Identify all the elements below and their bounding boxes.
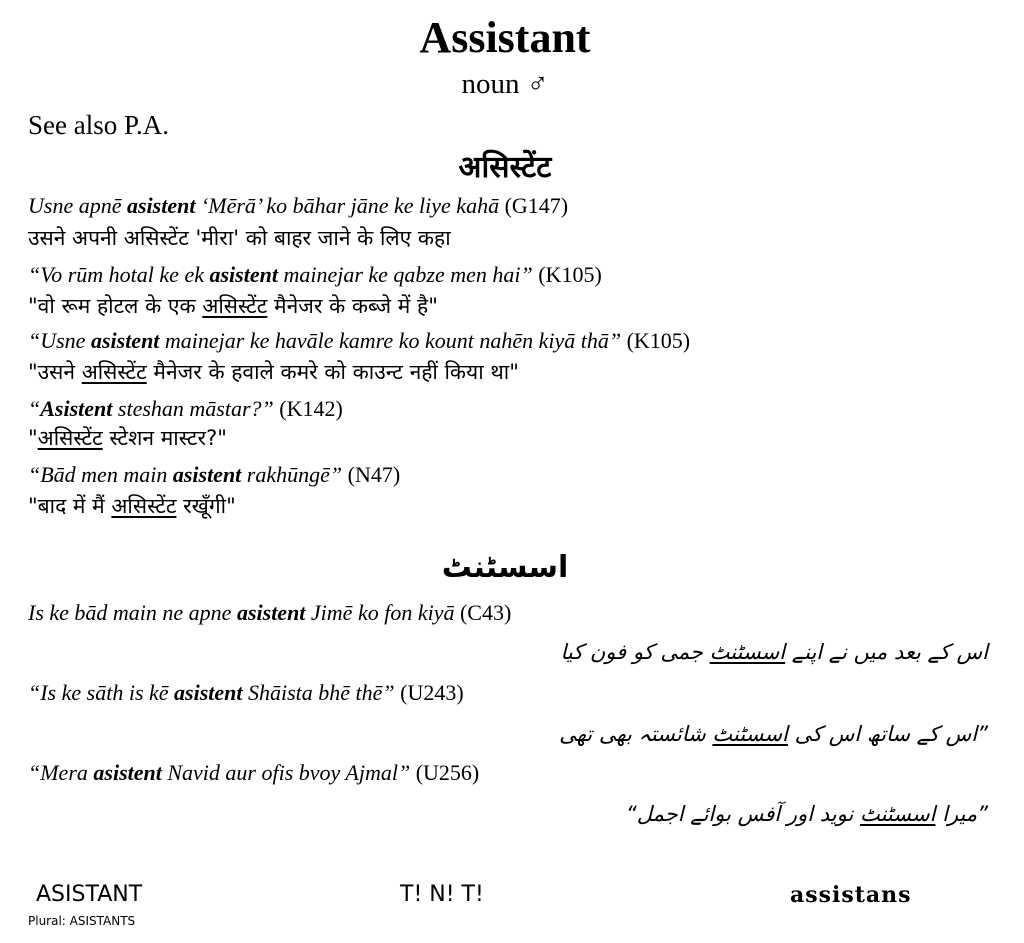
- hindi-example-1-romanized: Usne apnē asistent ‘Mērā’ ko bāhar jāne ke liye kahā (G147): [28, 193, 569, 218]
- citation: (N47): [347, 462, 401, 487]
- citation: (K142): [279, 396, 343, 421]
- see-also: See also P.A.: [28, 110, 169, 140]
- hindi-example-2-romanized: “Vo rūm hotal ke ek asistent mainejar ke qabze men hai” (K105): [28, 262, 602, 287]
- citation: (G147): [504, 193, 569, 218]
- urdu-example-2-romanized: “Is ke sāth is kē asistent Shāista bhē thē” (U243): [28, 680, 464, 705]
- urdu-example-3-romanized: “Mera asistent Navid aur ofis bvoy Ajmal” (U256): [28, 760, 480, 785]
- part-of-speech: noun ♂: [461, 68, 549, 100]
- footer-fraktur: assistans: [790, 882, 912, 908]
- urdu-example-1-romanized: Is ke bād main ne apne asistent Jimē ko fon kiyā (C43): [28, 600, 512, 625]
- citation: (K105): [626, 328, 691, 353]
- hindi-example-3-romanized: “Usne asistent mainejar ke havāle kamre ko kount nahēn kiyā thā” (K105): [28, 328, 691, 353]
- hindi-example-3-devanagari: "उसने असिस्टेंट मैनेजर के हवाले कमरे को काउन्ट नहीं किया था": [28, 360, 519, 384]
- urdu-example-1-urdu: اس کے بعد میں نے اپنے اسسٹنٹ جمی کو فون کیا: [560, 640, 988, 664]
- hindi-example-4-devanagari: "असिस्टेंट स्टेशन मास्टर?": [28, 426, 227, 450]
- urdu-example-2-urdu: ”اس کے ساتھ اس کی اسسٹنٹ شائستہ بھی تھی: [559, 722, 988, 746]
- hindi-example-2-devanagari: "वो रूम होटल के एक असिस्टेंट मैनेजर के कब्जे में है": [28, 294, 438, 318]
- hindi-example-5-romanized: “Bād men main asistent rakhūngē” (N47): [28, 462, 401, 487]
- footer-code: T! N! T!: [400, 882, 484, 907]
- hindi-example-1-devanagari: उसने अपनी असिस्टेंट 'मीरा' को बाहर जाने के लिए कहा: [28, 226, 451, 250]
- citation: (K105): [538, 262, 602, 287]
- hindi-example-5-devanagari: "बाद में मैं असिस्टेंट रखूँगी": [28, 494, 236, 518]
- hindi-heading: असिस्टेंट: [458, 150, 552, 185]
- footer-transliteration: ASISTANT: [36, 882, 143, 907]
- footer-plural: Plural: ASISTANTS: [28, 914, 136, 928]
- hindi-example-4-romanized: “Asistent steshan māstar?” (K142): [28, 396, 343, 421]
- citation: (U256): [415, 760, 480, 785]
- urdu-heading: اسسٹنٹ: [441, 550, 569, 585]
- citation: (U243): [400, 680, 464, 705]
- citation: (C43): [459, 600, 512, 625]
- headword: Assistant: [419, 13, 591, 62]
- urdu-example-3-urdu: ”میرا اسسٹنٹ نوید اور آفس بوائے اجمل“: [625, 802, 988, 826]
